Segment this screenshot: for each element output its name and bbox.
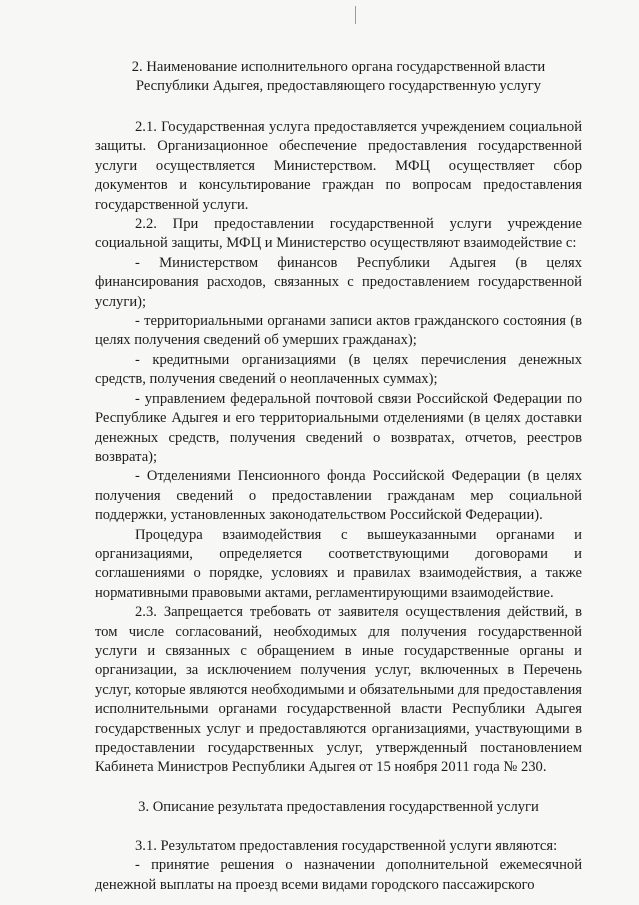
scan-artifact-line [355,6,356,24]
section-2-heading-line-1: 2. Наименование исполнительного органа государственной власти [131,59,546,75]
document-body [95,58,582,895]
paragraph-2-3: 2.3. Запрещается требовать от заявителя осуществления действий, в том числе согласований, необходимых для получения государственной услуги и связанных с обращением в иные государственные органы и организации, за исключением получения услуг, включенных в Перечень услуг, которые являются необходимыми и обязательными для предоставления исполнительными органами государственной власти Республики Адыгея государственных услуг и предоставляются организациями, участвующими в предоставлении государственных услуг, утвержденный постановлением Кабинета Министров Республики Адыгея от 15 ноября 2011 года № 230. [95,604,582,776]
paragraph-procedure: Процедура взаимодействия с вышеуказанными органами и организациями, определяется соответствующими договорами и соглашениями о порядке, условиях и правилах взаимодействия, а также нормативными правовыми актами, регламентирующими взаимодействие. [95,526,582,601]
list-item-pension-fund: - Отделениями Пенсионного фонда Российской Федерации (в целях получения сведений о предоставлении гражданам мер социальной поддержки, установленных законодательством Российской Федерации). [95,468,582,524]
section-2-heading [95,58,582,96]
paragraph-3-1: 3.1. Результатом предоставления государственной услуги являются: [135,837,558,854]
list-item-postal-service: - управлением федеральной почтовой связи Российской Федерации по Республике Адыгея и его территориальными отделениями (в целях доставки денежных средств, получения сведений о возвратах, отчетов, реестров возврата); [95,390,582,465]
list-item-credit-organizations: - кредитными организациями (в целях перечисления денежных средств, получения сведений о неоплаченных суммах); [95,351,582,388]
paragraph-2-2: 2.2. При предоставлении государственной услуги учреждение социальной защиты, МФЦ и Министерство осуществляют взаимодействие с: [95,216,582,252]
list-item-decision: - принятие решения о назначении дополнительной ежемесячной денежной выплаты на проезд всеми видами городского пассажирского [95,857,582,893]
paragraph-2-1: 2.1. Государственная услуга предоставляется учреждением социальной защиты. Организационное обеспечение предоставления государственной услуги осуществляется Министерством. МФЦ осуществляет сбор документов и консультирование граждан по вопросам предоставления государственной услуги. [95,119,582,213]
list-item-civil-registry: - территориальными органами записи актов гражданского состояния (в целях получения сведений об умерших гражданах); [95,313,582,349]
section-2-heading-line-2: Республики Адыгея, предоставляющего государственную услугу [135,78,542,94]
list-item-ministry-finance: - Министерством финансов Республики Адыгея (в целях финансирования расходов, связанных с предоставлением государственной услуги); [95,254,582,310]
section-3-heading: 3. Описание результата предоставления государственной услуги [138,798,539,815]
